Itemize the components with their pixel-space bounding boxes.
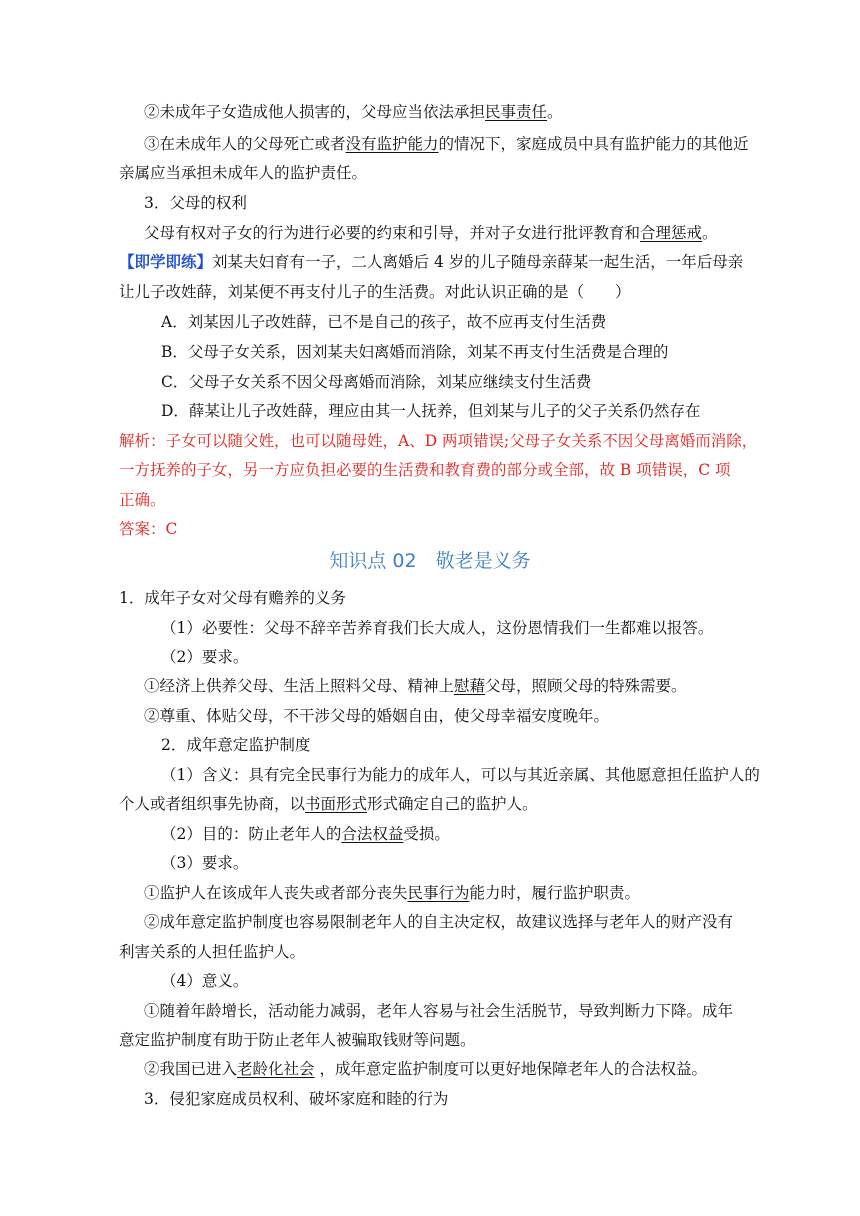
heading-support-duty: 1．成年子女对父母有赡养的义务 bbox=[119, 589, 346, 607]
option-c: C．父母子女关系不因父母离婚而消除，刘某应继续支付生活费 bbox=[161, 373, 592, 391]
subheading-parent-rights: 3．父母的权利 bbox=[144, 194, 247, 212]
underlined-term: 书面形式 bbox=[305, 795, 368, 813]
paragraph-aging-society: ②我国已进入老龄化社会 ，成年意定监护制度可以更好地保障老年人的合法权益。 bbox=[144, 1060, 707, 1078]
paragraph-minor-liability: ②未成年子女造成他人损害的，父母应当依法承担民事责任。 bbox=[144, 103, 563, 121]
practice-tag: 【即学即练】 bbox=[119, 252, 213, 271]
paragraph-parent-rights: 父母有权对子女的行为进行必要的约束和引导，并对子女进行批评教育和合理惩戒。 bbox=[144, 224, 718, 242]
option-a: A．刘某因儿子改姓薛，已不是自己的孩子，故不应再支付生活费 bbox=[161, 313, 607, 331]
option-b: B．父母子女关系，因刘某夫妇离婚而消除，刘某不再支付生活费是合理的 bbox=[161, 343, 669, 361]
analysis-line: 一方抚养的子女，另一方应负担必要的生活费和教育费的部分或全部，故 B 项错误，C 项 bbox=[119, 461, 731, 479]
underlined-term: 没有监护能力 bbox=[345, 135, 439, 153]
paragraph-line: 亲属应当承担未成年人的监护责任。 bbox=[119, 164, 368, 182]
paragraph-requirements: （2）要求。 bbox=[161, 648, 249, 666]
paragraph-necessity: （1）必要性：父母不辞辛苦养育我们长大成人，这份恩情我们一生都难以报答。 bbox=[161, 619, 714, 637]
answer: 答案：C bbox=[119, 520, 178, 538]
analysis-line: 正确。 bbox=[119, 491, 166, 509]
paragraph-care: ①经济上供养父母、生活上照料父母、精神上慰藉父母，照顾父母的特殊需要。 bbox=[144, 677, 687, 695]
practice-question-line: 让儿子改姓薛，刘某便不再支付儿子的生活费。对此认识正确的是（ ） bbox=[119, 283, 631, 301]
paragraph-meaning: （1）含义：具有完全民事行为能力的成年人，可以与其近亲属、其他愿意担任监护人的 bbox=[161, 766, 760, 784]
paragraph-significance: （4）意义。 bbox=[161, 972, 249, 990]
paragraph-limitation-cont: 利害关系的人担任监护人。 bbox=[119, 943, 306, 961]
paragraph-guardian-duty: ③在未成年人的父母死亡或者没有监护能力的情况下，家庭成员中具有监护能力的其他近 bbox=[144, 135, 749, 153]
underlined-term: 老龄化社会 bbox=[237, 1060, 315, 1078]
underlined-term: 慰藉 bbox=[454, 677, 486, 695]
paragraph-guardian-role: ①监护人在该成年人丧失或者部分丧失民事行为能力时，履行监护职责。 bbox=[144, 884, 641, 902]
paragraph-requirements-2: （3）要求。 bbox=[161, 854, 249, 872]
underlined-term: 民事责任 bbox=[485, 103, 548, 121]
paragraph-age-cont: 意定监护制度有助于防止老年人被骗取钱财等问题。 bbox=[119, 1031, 476, 1049]
analysis-line: 解析：子女可以随父姓，也可以随母姓，A、D 两项错误;父母子女关系不因父母离婚而消除， bbox=[119, 432, 758, 450]
underlined-term: 合法权益 bbox=[341, 825, 404, 843]
practice-question: 【即学即练】刘某夫妇育有一子，二人离婚后 4 岁的儿子随母亲薛某一起生活，一年后母亲 bbox=[119, 252, 744, 271]
heading-guardianship: 2．成年意定监护制度 bbox=[161, 736, 311, 754]
paragraph-meaning-cont: 个人或者组织事先协商，以书面形式形式确定自己的监护人。 bbox=[119, 795, 538, 813]
paragraph-age: ①随着年龄增长，活动能力减弱，老年人容易与社会生活脱节，导致判断力下降。成年 bbox=[144, 1002, 734, 1020]
underlined-term: 民事行为 bbox=[407, 884, 470, 902]
paragraph-purpose: （2）目的：防止老年人的合法权益受损。 bbox=[161, 825, 450, 843]
heading-violations: 3．侵犯家庭成员权利、破坏家庭和睦的行为 bbox=[144, 1090, 449, 1108]
section-title: 知识点 02 敬老是义务 bbox=[329, 550, 531, 572]
underlined-term: 合理惩戒 bbox=[640, 224, 703, 242]
paragraph-limitation: ②成年意定监护制度也容易限制老年人的自主决定权，故建议选择与老年人的财产没有 bbox=[144, 913, 734, 931]
paragraph-respect: ②尊重、体贴父母，不干涉父母的婚姻自由，使父母幸福安度晚年。 bbox=[144, 707, 610, 725]
option-d: D．薛某让儿子改姓薛，理应由其一人抚养，但刘某与儿子的父子关系仍然存在 bbox=[161, 402, 701, 420]
